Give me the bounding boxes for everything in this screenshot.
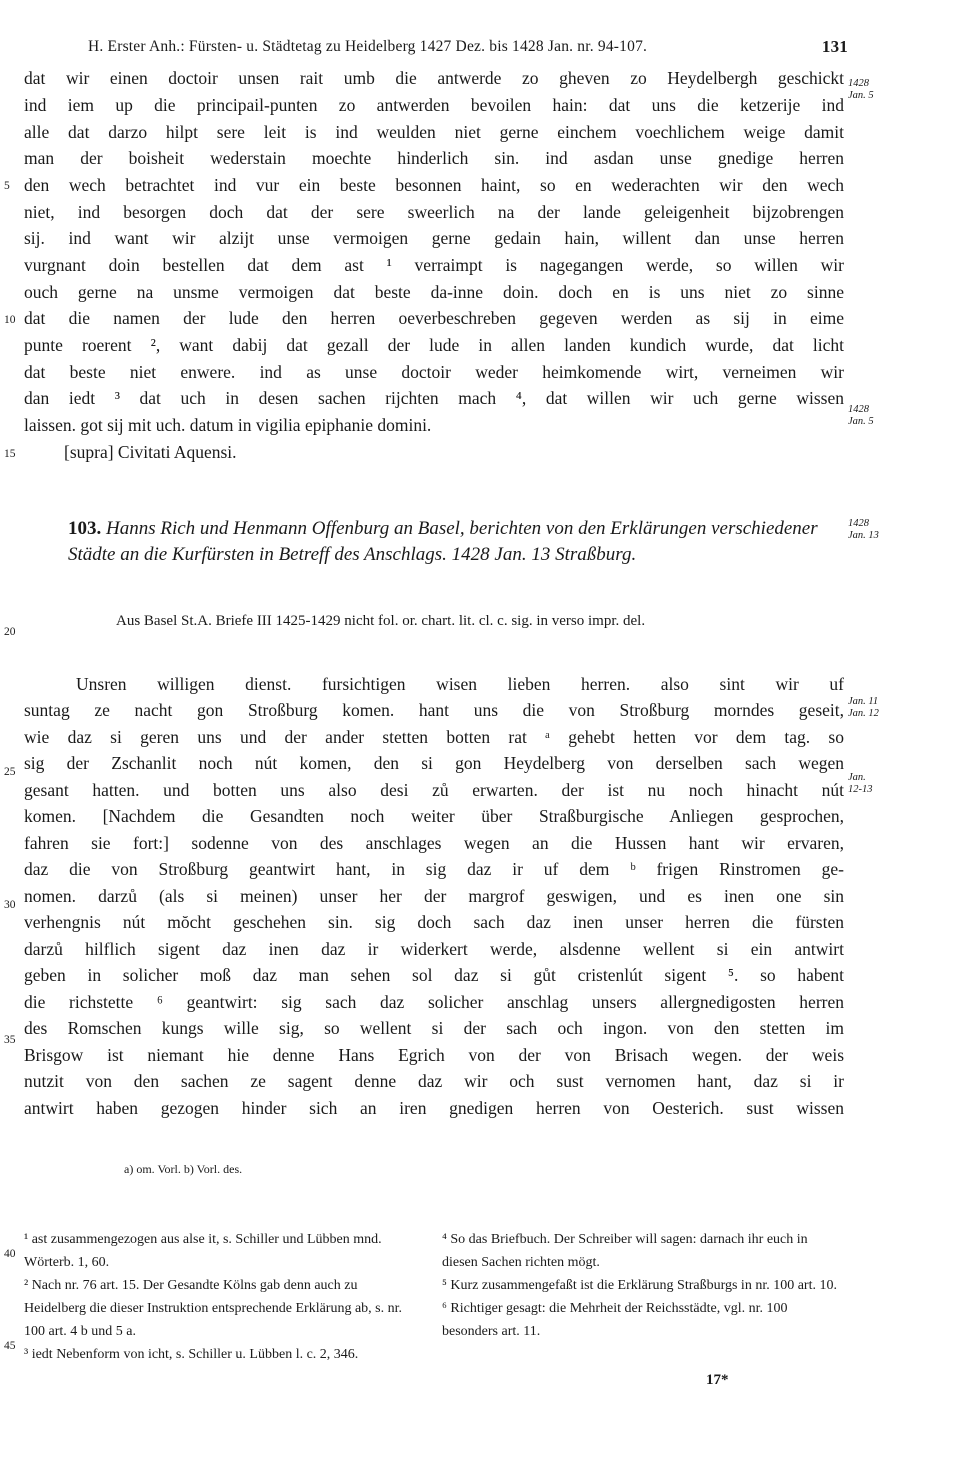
- line-number: 10: [4, 314, 16, 326]
- body-line: den wech betrachtet ind vur ein beste besonnen haint, so en wederachten wir den wech: [24, 175, 844, 195]
- body-line: alle dat darzo hilpt sere leit is ind weulden niet gerne einchem voechlichem weige damit: [24, 122, 844, 142]
- body-line: dat wir einen doctoir unsen rait umb die antwerde zo gheven zo Heydelbergh geschickt: [24, 68, 844, 88]
- body-line: niet, ind besorgen doch dat der sere sweerlich na der lande geleigenheit bijzobrengen: [24, 202, 844, 222]
- letter-line: darzů hilflich sigent daz inen daz ir widerkert werde, alsdenne wellent si ein antwirt: [24, 939, 844, 959]
- line-number: 40: [4, 1248, 16, 1260]
- margin-date-note: 1428 Jan. 5: [848, 404, 874, 427]
- document-heading: [68, 516, 848, 568]
- line-number: 30: [4, 899, 16, 911]
- margin-date-note: 1428 Jan. 13: [848, 518, 879, 541]
- line-number: 5: [4, 180, 10, 192]
- body-line: dat beste niet enwere. ind as unse doctoir weder heimkomende wirt, verneimen wir: [24, 362, 844, 382]
- running-header: [88, 38, 848, 60]
- body-line: dat die namen der lude den herren oeverbeschreben gegeven werden as sij in eime: [24, 308, 844, 328]
- letter-line: Brisgow ist niemant hie denne Hans Egrich von der von Brisach wegen. der weis: [24, 1045, 844, 1065]
- letter-line: des Romschen kungs wille sig, so wellent si der sach och ingon. von den stetten im: [24, 1018, 844, 1038]
- line-number: 45: [4, 1340, 16, 1352]
- margin-date-note: Jan. 12-13: [848, 772, 873, 795]
- margin-date-note: 1428 Jan. 5: [848, 78, 874, 101]
- letter-line: suntag ze nacht gon Stroßburg komen. hant uns die von Stroßburg morndes geseit,: [24, 700, 844, 720]
- line-number: 35: [4, 1034, 16, 1046]
- body-line: punte roerent ², want dabij dat gezall der lude in allen landen kundich wurde, dat licht: [24, 335, 844, 355]
- body-line: man der boisheit wederstain moechte hinderlich sin. ind asdan unse gnedige herren: [24, 148, 844, 168]
- letter-line: verhengnis nút mŏcht geschehen sin. sig doch sach daz inen unser herren die fürsten: [24, 912, 844, 932]
- address-line: [supra] Civitati Aquensi.: [64, 442, 237, 462]
- footnote: ³ iedt Nebenform von icht, s. Schiller u. Lübben l. c. 2, 346.: [24, 1347, 359, 1362]
- footnote: ⁵ Kurz zusammengefaßt ist die Erklärung Straßburgs in nr. 100 art. 10.: [442, 1278, 837, 1293]
- body-line: ind iem up die principail-punten zo antwerden bevoilen hain: dat uns die ketzerije ind: [24, 95, 844, 115]
- letter-line: wie daz si geren uns und der ander stetten botten rat ᵃ gehebt hetten vor dem tag. so: [24, 727, 844, 747]
- letter-line: geben in solicher moß daz man sehen sol daz si gůt cristenlút sigent ⁵. so habent: [24, 965, 844, 985]
- letter-line: fahren sie fort:] sodenne von des anschlages wegen an die Hussen hant wir ervaren,: [24, 833, 844, 853]
- footnote: ⁶ Richtiger gesagt: die Mehrheit der Reichsstädte, vgl. nr. 100 besonders art. 11.: [442, 1301, 788, 1339]
- footnote: ² Nach nr. 76 art. 15. Der Gesandte Kölns gab denn auch zu Heidelberg die dieser Instruktion entsprechende Erklärung ab, s. nr. 100 art. 4 b und 5 a.: [24, 1278, 403, 1339]
- letter-line: gesant hatten. und botten uns also desi zů erwarten. der ist nu noch hinacht nút: [24, 780, 844, 800]
- letter-line: komen. [Nachdem die Gesandten noch weiter über Straßburgische Anliegen gesprochen,: [24, 806, 844, 826]
- footnotes-left: [24, 1228, 422, 1366]
- page-number: 131: [821, 37, 848, 56]
- body-line: ouch gerne na unsme vermoigen dat beste da-inne doin. doch en is uns niet zo sinne: [24, 282, 844, 302]
- line-number: 15: [4, 448, 16, 460]
- letter-line: daz die von Stroßburg geantwirt hant, in sig daz ir uf dem ᵇ frigen Rinstromen ge-: [24, 859, 844, 879]
- footnote: ¹ ast zusammengezogen aus alse it, s. Schiller und Lübben mnd. Wörterb. 1, 60.: [24, 1232, 382, 1270]
- header-title: H. Erster Anh.: Fürsten- u. Städtetag zu Heidelberg 1427 Dez. bis 1428 Jan. nr. 94-107.: [88, 38, 648, 55]
- line-number: 20: [4, 626, 16, 638]
- textual-apparatus: a) om. Vorl. b) Vorl. des.: [124, 1162, 243, 1176]
- letter-line: antwirt haben gezogen hinder sich an iren gnedigen herren von Oesterich. sust wissen: [24, 1098, 844, 1118]
- letter-line: Unsren willigen dienst. fursichtigen wisen lieben herren. also sint wir uf: [76, 674, 844, 694]
- sheet-signature: 17*: [706, 1372, 729, 1388]
- document-title: Hanns Rich und Henmann Offenburg an Basel, berichten von den Erklärungen verschiedener Städte an die Kurfürsten in Betreff des Anschlags. 1428 Jan. 13 Straßburg.: [68, 518, 818, 565]
- body-line: laissen. got sij mit uch. datum in vigilia epiphanie domini.: [24, 415, 432, 435]
- letter-line: sig der Zschanlit noch nút komen, den si gon Heydelberg von derselben sach wegen: [24, 753, 844, 773]
- margin-date-note: Jan. 11 Jan. 12: [848, 696, 879, 719]
- source-note: Aus Basel St.A. Briefe III 1425-1429 nicht fol. or. chart. lit. cl. c. sig. in verso impr. del.: [116, 613, 646, 629]
- letter-line: nutzit von den sachen ze sagent denne daz wir och sust vernomen hant, daz si ir: [24, 1071, 844, 1091]
- footnotes-right: [442, 1228, 846, 1343]
- document-number: 103.: [68, 518, 102, 539]
- footnote: ⁴ So das Briefbuch. Der Schreiber will sagen: darnach ihr euch in diesen Sachen richten mögt.: [442, 1232, 808, 1270]
- letter-line: die richstette ⁶ geantwirt: sig sach daz solicher anschlag unsers allergnedigosten herren: [24, 992, 844, 1012]
- letter-line: nomen. darzů (als si meinen) unser her der margrof geswigen, und es inen one sin: [24, 886, 844, 906]
- line-number: 25: [4, 766, 16, 778]
- body-line: dan iedt ³ dat uch in desen sachen rijchten mach ⁴, dat willen wir uch gerne wissen: [24, 388, 844, 408]
- body-line: vurgnant doin bestellen dat dem ast ¹ verraimpt is nagegangen werde, so willen wir: [24, 255, 844, 275]
- body-line: sij. ind want wir alzijt unse vermoigen gerne gedain hain, willent dan unse herren: [24, 228, 844, 248]
